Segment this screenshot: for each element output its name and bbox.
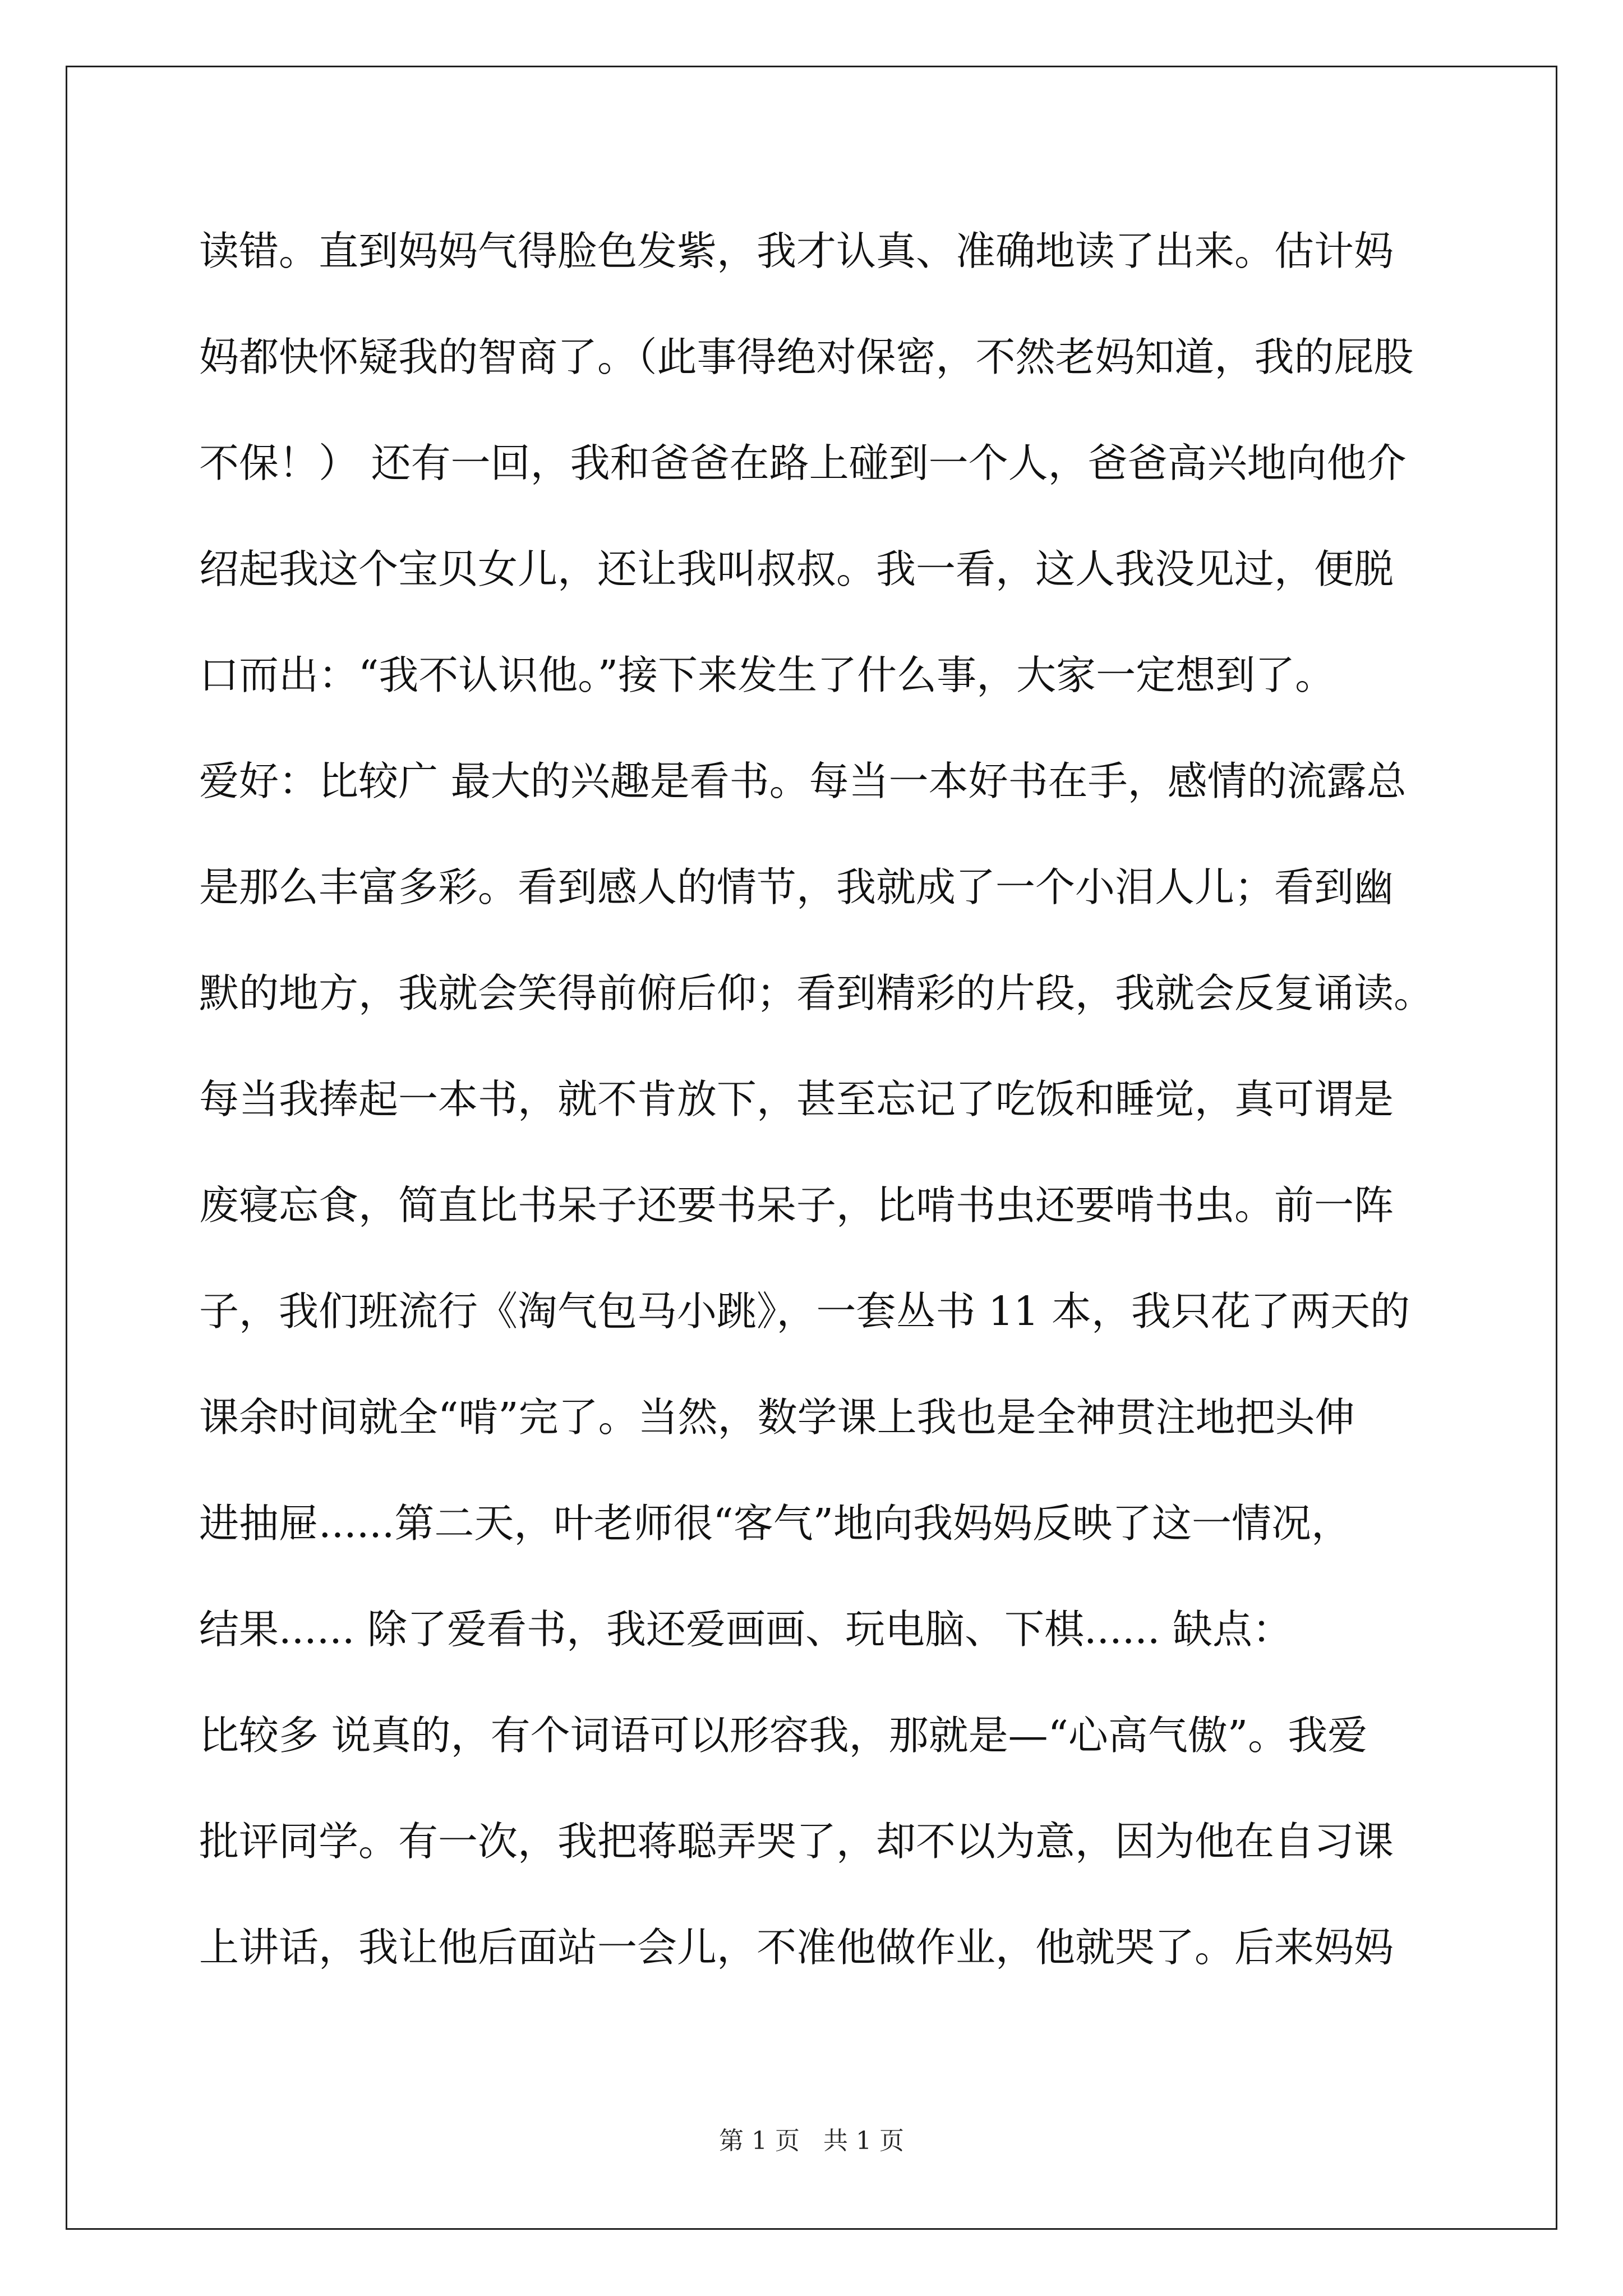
text-line: 比较多 说真的，有个词语可以形容我，那就是—“心高气傲”。我爱 xyxy=(199,1712,1368,1759)
text-line: 读错。直到妈妈气得脸色发紫，我才认真、准确地读了出来。估计妈 xyxy=(199,228,1394,274)
page-footer: 第 1 页 共 1 页 xyxy=(719,2127,904,2155)
text-line: 妈都快怀疑我的智商了。（此事得绝对保密，不然老妈知道，我的屁股 xyxy=(199,334,1414,380)
text-line: 每当我捧起一本书，就不肯放下，甚至忘记了吃饭和睡觉，真可谓是 xyxy=(199,1076,1394,1122)
text-line: 默的地方，我就会笑得前俯后仰；看到精彩的片段，我就会反复诵读。 xyxy=(199,970,1434,1016)
text-line: 上讲话，我让他后面站一会儿，不准他做作业，他就哭了。后来妈妈 xyxy=(199,1924,1394,1971)
text-line: 废寝忘食，简直比书呆子还要书呆子，比啃书虫还要啃书虫。前一阵 xyxy=(199,1182,1394,1228)
text-line: 批评同学。有一次，我把蒋聪弄哭了，却不以为意，因为他在自习课 xyxy=(199,1818,1394,1865)
text-line: 进抽屉......第二天，叶老师很“客气”地向我妈妈反映了这一情况， xyxy=(199,1500,1352,1547)
text-line: 课余时间就全“啃”完了。当然，数学课上我也是全神贯注地把头伸 xyxy=(199,1394,1355,1441)
text-line: 不保！） 还有一回，我和爸爸在路上碰到一个人，爸爸高兴地向他介 xyxy=(199,440,1407,486)
text-line: 结果...... 除了爱看书，我还爱画画、玩电脑、下棋...... 缺点： xyxy=(199,1606,1292,1653)
body-text xyxy=(199,212,1444,2014)
text-line: 绍起我这个宝贝女儿，还让我叫叔叔。我一看，这人我没见过，便脱 xyxy=(199,546,1394,592)
text-line: 口而出：“我不认识他。”接下来发生了什么事，大家一定想到了。 xyxy=(199,652,1335,698)
text-line: 是那么丰富多彩。看到感人的情节，我就成了一个小泪人儿；看到幽 xyxy=(199,864,1394,910)
text-line: 子，我们班流行《淘气包马小跳》，一套丛书 11 本，我只花了两天的 xyxy=(199,1288,1410,1335)
text-line: 爱好：比较广 最大的兴趣是看书。每当一本好书在手，感情的流露总 xyxy=(199,758,1407,804)
